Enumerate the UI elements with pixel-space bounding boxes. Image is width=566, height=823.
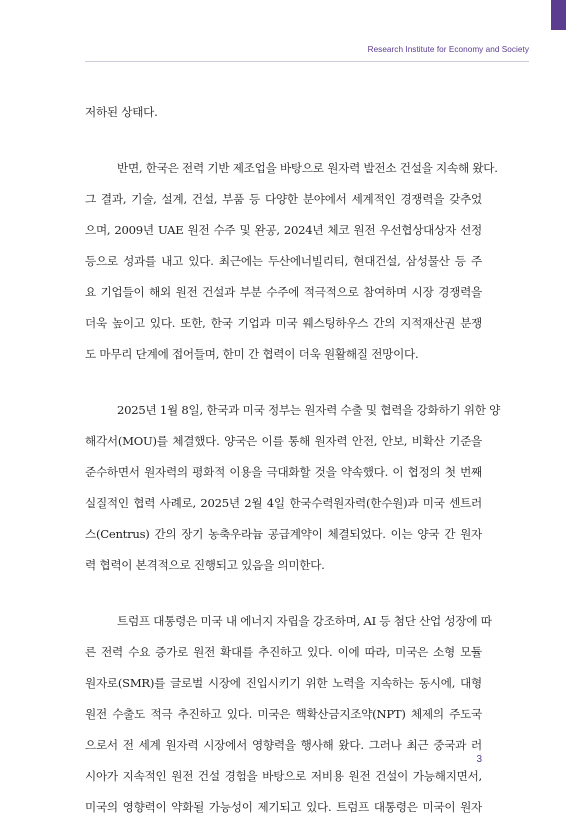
text-line: 준수하면서 원자력의 평화적 이용을 극대화할 것을 약속했다. 이 협정의 첫 번째 [85, 465, 482, 479]
body-text [85, 97, 501, 823]
text-line: 원자로(SMR)를 글로벌 시장에 진입시키기 위한 노력을 지속하는 동시에, 대형 [85, 676, 482, 690]
text-line: 저하된 상태다. [85, 105, 158, 119]
paragraph-3 [85, 606, 492, 823]
text-line: 트럼프 대통령은 미국 내 에너지 자립을 강조하며, AI 등 첨단 산업 성장에 따 [117, 614, 492, 628]
paragraph-1 [85, 153, 498, 370]
text-line: 미국의 영향력이 약화될 가능성이 제기되고 있다. 트럼프 대통령은 미국이 원자 [85, 800, 482, 814]
text-line: 해각서(MOU)를 체결했다. 양국은 이를 통해 원자력 안전, 안보, 비확산 기준을 [85, 434, 482, 448]
text-line: 반면, 한국은 전력 기반 제조업을 바탕으로 원자력 발전소 건설을 지속해 왔다. [117, 161, 498, 175]
text-line: 더욱 높이고 있다. 또한, 한국 기업과 미국 웨스팅하우스 간의 지적재산권 분쟁 [85, 316, 482, 330]
text-line: 른 전력 수요 증가로 원전 확대를 추진하고 있다. 이에 따라, 미국은 소형 모듈 [85, 645, 482, 659]
text-line: 요 기업들이 해외 원전 건설과 부분 수주에 적극적으로 참여하며 시장 경쟁력을 [85, 285, 482, 299]
page-number: 3 [476, 754, 482, 765]
text-line: 스(Centrus) 간의 장기 농축우라늄 공급계약이 체결되었다. 이는 양국 간 원자 [85, 527, 482, 541]
text-line: 시아가 지속적인 원전 건설 경험을 바탕으로 저비용 원전 건설이 가능해지면서, [85, 769, 482, 783]
text-line: 2025년 1월 8일, 한국과 미국 정부는 원자력 수출 및 협력을 강화하기 위한 양 [117, 403, 501, 417]
running-header: Research Institute for Economy and Society [367, 45, 529, 54]
text-line: 등으로 성과를 내고 있다. 최근에는 두산에너빌리티, 현대건설, 삼성물산 등 주 [85, 254, 482, 268]
paragraph-2 [85, 395, 501, 581]
header-divider [85, 61, 529, 62]
text-line: 원전 수출도 적극 추진하고 있다. 미국은 핵확산금지조약(NPT) 체제의 주도국 [85, 707, 482, 721]
text-line: 그 결과, 기술, 설계, 건설, 부품 등 다양한 분야에서 세계적인 경쟁력을 갖추었 [85, 192, 482, 206]
text-line: 으로서 전 세계 원자력 시장에서 영향력을 행사해 왔다. 그러나 최근 중국과 러 [85, 738, 482, 752]
header-accent-tab [551, 0, 566, 30]
text-line: 력 협력이 본격적으로 진행되고 있음을 의미한다. [85, 558, 325, 572]
text-line: 도 마무리 단계에 접어들며, 한미 간 협력이 더욱 원활해질 전망이다. [85, 347, 419, 361]
text-line: 으며, 2009년 UAE 원전 수주 및 완공, 2024년 체코 원전 우선협상대상자 선정 [85, 223, 482, 237]
text-line: 실질적인 협력 사례로, 2025년 2월 4일 한국수력원자력(한수원)과 미국 센트러 [85, 496, 482, 510]
